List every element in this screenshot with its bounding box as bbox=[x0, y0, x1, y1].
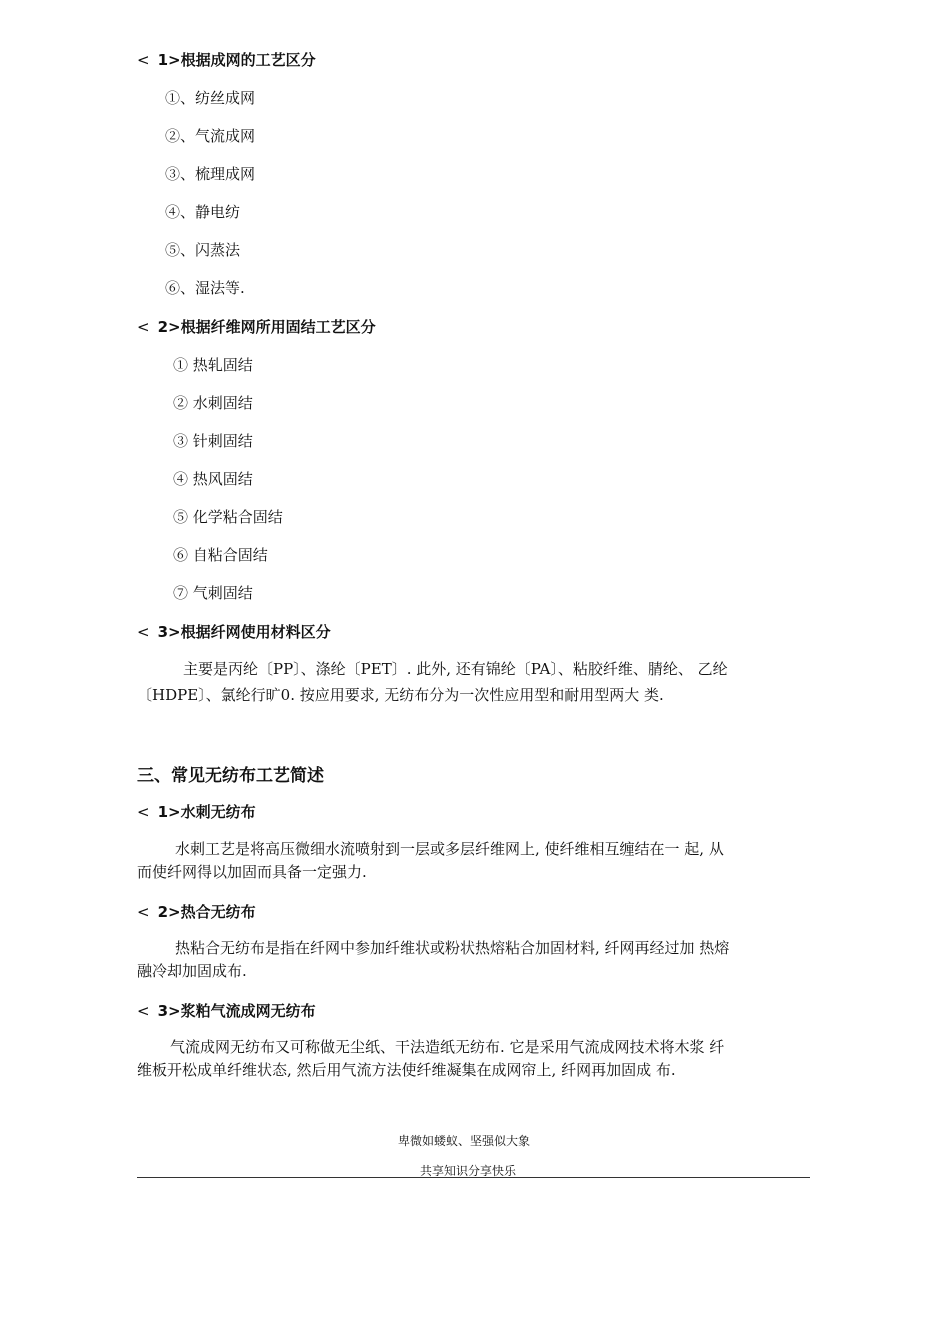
subsection-heading-3 bbox=[137, 1000, 316, 1021]
list-item: ③、梳理成网 bbox=[165, 165, 256, 183]
paragraph-line: 水刺工艺是将高压微细水流喷射到一层或多层纤维网上, 使纤维相互缠结在一 起, 从 bbox=[175, 840, 724, 858]
section-marker: < bbox=[137, 318, 150, 336]
section-marker: < bbox=[137, 903, 150, 921]
list-item: ① 热轧固结 bbox=[173, 356, 253, 374]
section-heading-text: 2>热合无纺布 bbox=[157, 903, 256, 921]
paragraph-line: 主要是丙纶〔PP〕、涤纶〔PET〕. 此外, 还有锦纶〔PA〕、粘胶纤维、腈纶、 乙纶 bbox=[183, 660, 728, 678]
list-item: ⑤、闪蒸法 bbox=[165, 241, 241, 259]
paragraph-line: 而使纤网得以加固而具备一定强力. bbox=[137, 863, 367, 881]
list-item: ⑥ 自粘合固结 bbox=[173, 546, 268, 564]
section-marker: < bbox=[137, 623, 150, 641]
section-heading-text: 1>水刺无纺布 bbox=[157, 803, 256, 821]
list-item: ④、静电纺 bbox=[165, 203, 241, 221]
paragraph-line: 融冷却加固成布. bbox=[137, 962, 247, 980]
section-heading-text: 3>根据纤网使用材料区分 bbox=[157, 623, 331, 641]
list-item: ①、纺丝成网 bbox=[165, 89, 256, 107]
section-marker: < bbox=[137, 803, 150, 821]
list-item: ② 水刺固结 bbox=[173, 394, 253, 412]
footer-motto: 卑微如蝼蚁、坚强似大象 bbox=[398, 1134, 531, 1148]
footer-slogan: 共享知识分享快乐 bbox=[420, 1164, 517, 1178]
paragraph-line: 维板开松成单纤维状态, 然后用气流方法使纤维凝集在成网帘上, 纤网再加固成 布. bbox=[137, 1061, 676, 1079]
footer-divider bbox=[137, 1177, 810, 1178]
section-heading-1 bbox=[137, 49, 316, 70]
subsection-heading-2 bbox=[137, 901, 256, 922]
list-item: ⑥、湿法等. bbox=[165, 279, 245, 297]
section-marker: < bbox=[137, 1002, 150, 1020]
section-heading-text: 2>根据纤维网所用固结工艺区分 bbox=[157, 318, 376, 336]
paragraph-line: 热粘合无纺布是指在纤网中参加纤维状或粉状热熔粘合加固材料, 纤网再经过加 热熔 bbox=[175, 939, 730, 957]
list-item: ②、气流成网 bbox=[165, 127, 256, 145]
section-heading-text: 1>根据成网的工艺区分 bbox=[157, 51, 316, 69]
paragraph-line: 气流成网无纺布又可称做无尘纸、干法造纸无纺布. 它是采用气流成网技术将木浆 纤 bbox=[170, 1038, 725, 1056]
list-item: ⑤ 化学粘合固结 bbox=[173, 508, 283, 526]
section-heading-text: 3>浆粕气流成网无纺布 bbox=[157, 1002, 316, 1020]
section-heading-3 bbox=[137, 621, 331, 642]
list-item: ⑦ 气刺固结 bbox=[173, 584, 253, 602]
paragraph-line: 〔HDPE〕、氯纶行旷0. 按应用要求, 无纺布分为一次性应用型和耐用型两大 类. bbox=[137, 686, 664, 704]
subsection-heading-1 bbox=[137, 801, 256, 822]
section-marker: < bbox=[137, 51, 150, 69]
list-item: ④ 热风固结 bbox=[173, 470, 253, 488]
chapter-title: 三、常见无纺布工艺简述 bbox=[137, 766, 324, 786]
list-item: ③ 针刺固结 bbox=[173, 432, 253, 450]
section-heading-2 bbox=[137, 316, 376, 337]
